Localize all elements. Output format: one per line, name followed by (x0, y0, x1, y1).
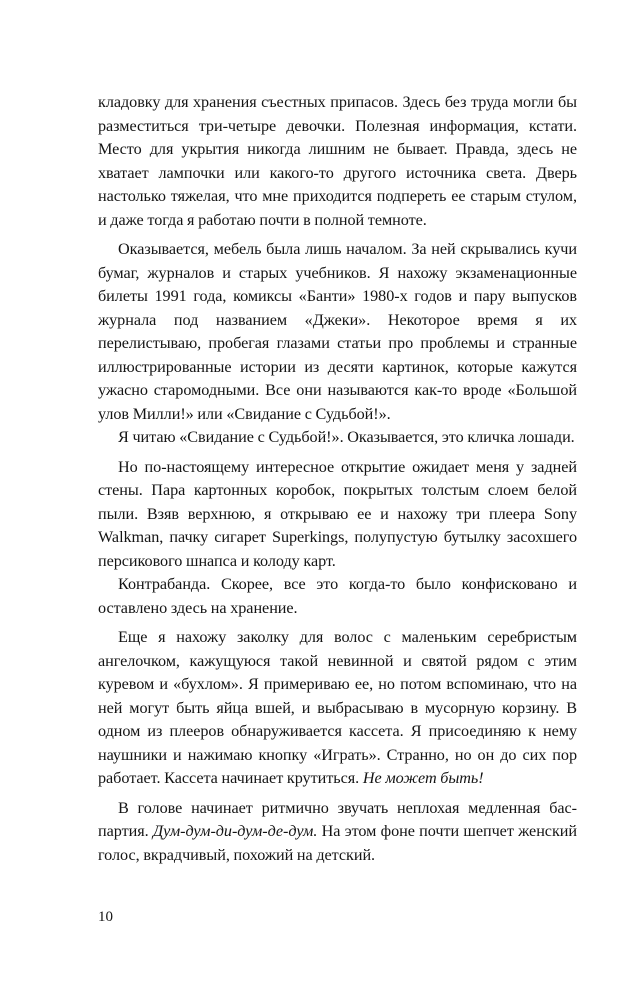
paragraph-1: кладовку для хранения съестных припасов. Здесь без труда могли бы разместиться три-четыре девочки. Полезная информация, кстати. Место для укрытия никогда лишним не бывает. Правда, здесь не хватает лампочки или какого-то другого источника света. Дверь настолько тяжелая, что мне приходится подпереть ее старым стулом, и даже тогда я работаю почти в полной темноте. (98, 93, 577, 229)
page-body (98, 91, 577, 867)
page-number: 10 (98, 909, 113, 925)
paragraph-6 (98, 626, 577, 791)
paragraph-7 (98, 797, 577, 868)
paragraph-6-text: Еще я нахожу заколку для волос с маленьким серебристым ангелочком, кажущуюся такой невинной и святой рядом с этим куревом и «бухлом». Я примериваю ее, но потом вспоминаю, что на ней могут быть яйца вшей, и выбрасываю в мусорную корзину. В одном из плееров обнаруживается кассета. Я присоединяю к нему наушники и нажимаю кнопку «Играть». Странно, но он до сих пор работает. Кассета начинает крутиться. (98, 628, 577, 787)
paragraph-3: Я читаю «Свидание с Судьбой!». Оказывается, это кличка лошади. (118, 428, 575, 446)
paragraph-2: Оказывается, мебель была лишь началом. За ней скрывались кучи бумаг, журналов и старых учебников. Я нахожу экзаменационные билеты 1991 года, комиксы «Банти» 1980-х годов и пару выпусков журнала под названием «Джеки». Некоторое время я их перелистываю, пробегая глазами статьи про проблемы и странные иллюстрированные истории из десяти картинок, которые кажутся ужасно старомодными. Все они называются как-то вроде «Большой улов Милли!» или «Свидание с Судьбой!». (98, 240, 577, 423)
paragraph-7-text: В голове начинает ритмично звучать неплохая медленная бас-партия. (98, 798, 577, 840)
paragraph-7-tail: На этом фоне почти шепчет женский голос, вкрадчивый, похожий на детский. (98, 822, 577, 864)
paragraph-7-italic: Дум-дум-ди-дум-де-дум. (152, 822, 318, 840)
paragraph-5: Контрабанда. Скорее, все это когда-то было конфисковано и оставлено здесь на хранение. (98, 575, 577, 617)
paragraph-4: Но по-настоящему интересное открытие ожидает меня у задней стены. Пара картонных коробок, покрытых толстым слоем белой пыли. Взяв верхнюю, я открываю ее и нахожу три плеера Sony Walkman, пачку сигарет Superkings, полупустую бутылку засохшего персикового шнапса и колоду карт. (98, 457, 577, 570)
paragraph-6-italic: Не может быть! (362, 769, 484, 787)
